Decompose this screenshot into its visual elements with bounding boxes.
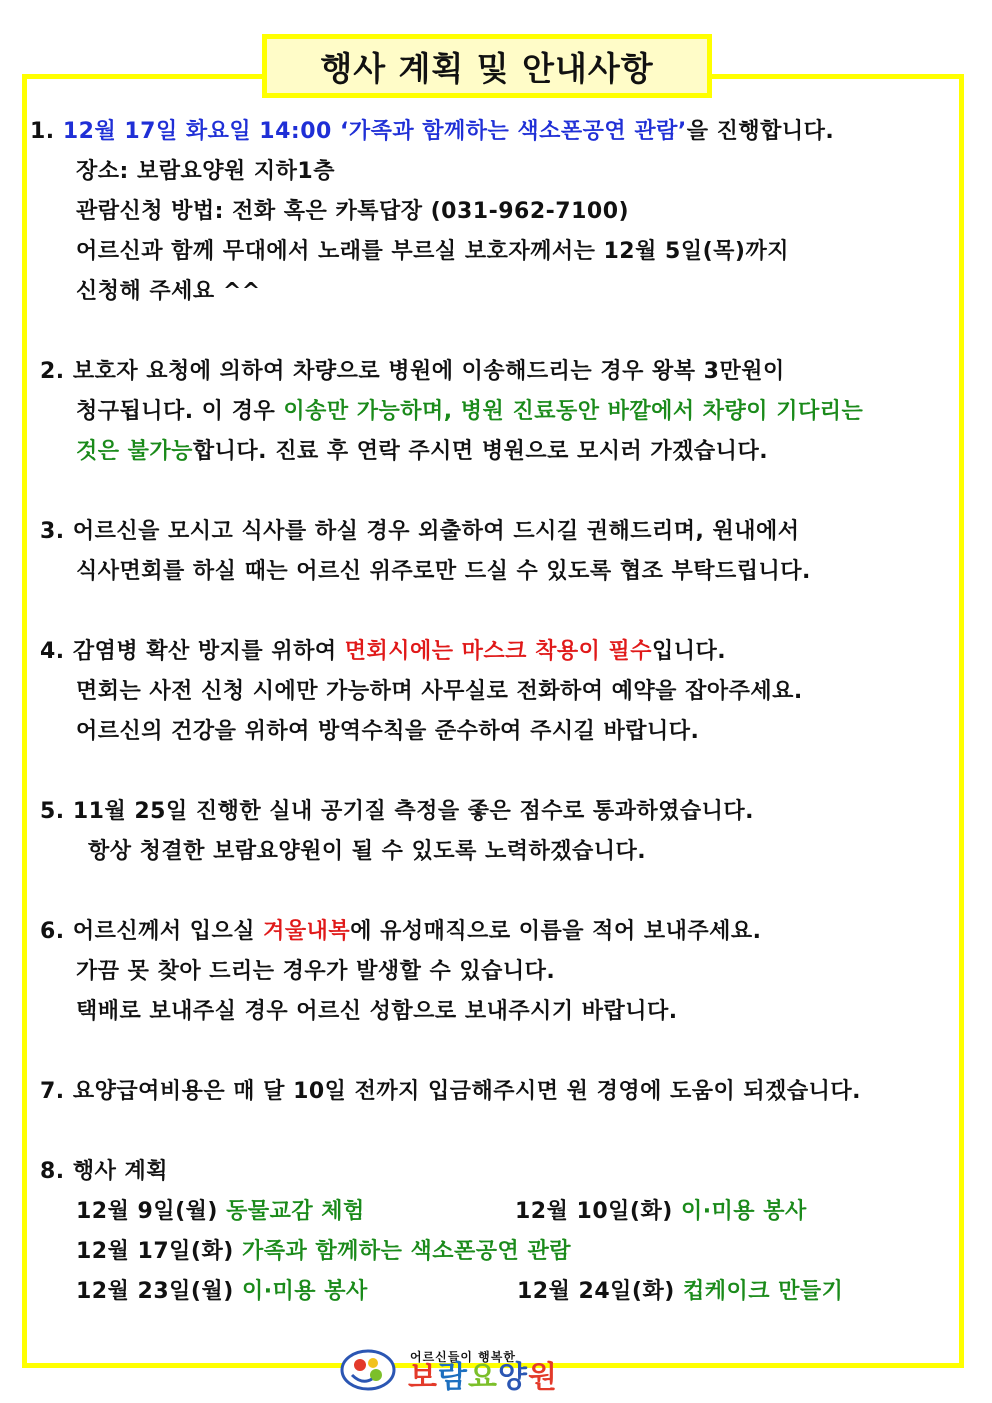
notice-text: 8. 행사 계획 (40, 1159, 168, 1184)
notice-line (76, 197, 629, 227)
notice-line (76, 277, 261, 307)
notice-line (40, 1157, 168, 1187)
page-title: 행사 계획 및 안내사항 (262, 34, 712, 98)
notice-text: 장소: 보람요양원 지하1층 (76, 159, 335, 184)
notice-line (40, 637, 726, 667)
notice-line (76, 397, 863, 427)
schedule-date: 12월 23일(월) (76, 1279, 234, 1304)
notice-text: 어르신의 건강을 위하여 방역수칙을 준수하여 주시길 바랍니다. (76, 719, 700, 744)
notice-line (76, 997, 678, 1027)
notice-text: 항상 청결한 보람요양원이 될 수 있도록 노력하겠습니다. (88, 839, 647, 864)
schedule-event: 가족과 함께하는 색소폰공연 관람 (241, 1239, 571, 1264)
logo-text (408, 1361, 558, 1395)
logo-char: 양 (497, 1360, 528, 1395)
schedule-item (515, 1197, 807, 1227)
schedule-event: 이·미용 봉사 (241, 1279, 368, 1304)
notice-line (76, 437, 768, 467)
schedule-date: 12월 17일(화) (76, 1239, 234, 1264)
notice-line (76, 237, 789, 267)
schedule-event: 컵케이크 만들기 (682, 1279, 844, 1304)
notice-line (40, 517, 800, 547)
notice-line (76, 957, 555, 987)
logo-emblem-icon (340, 1349, 396, 1391)
notice-text: 입니다. (652, 639, 727, 664)
notice-text: 청구됩니다. 이 경우 (76, 399, 284, 424)
notice-text: 합니다. 진료 후 연락 주시면 병원으로 모시러 가겠습니다. (192, 439, 769, 464)
notice-text: 4. 감염병 확산 방지를 위하여 (40, 639, 345, 664)
notice-text: 것은 불가능 (76, 439, 193, 464)
footer-logo (340, 1345, 640, 1395)
notice-text: 을 진행합니다. (686, 119, 835, 144)
notice-line (40, 797, 754, 827)
logo-tagline: 어르신들이 행복한 (410, 1350, 516, 1364)
notice-text: 면회는 사전 신청 시에만 가능하며 사무실로 전화하여 예약을 잡아주세요. (76, 679, 803, 704)
notice-text: 면회시에는 마스크 착용이 필수 (344, 639, 652, 664)
notice-line (40, 917, 761, 947)
schedule-item (76, 1237, 571, 1267)
schedule-date: 12월 9일(월) (76, 1199, 218, 1224)
notice-text: 2. 보호자 요청에 의하여 차량으로 병원에 이송해드리는 경우 왕복 3만원이 (40, 359, 785, 384)
notice-text: 이송만 가능하며, 병원 진료동안 바깥에서 차량이 기다리는 (283, 399, 864, 424)
schedule-item (517, 1277, 843, 1307)
notice-text: 5. 11월 25일 진행한 실내 공기질 측정을 좋은 점수로 통과하였습니다. (40, 799, 754, 824)
notice-line (88, 837, 646, 867)
notice-text: 겨울내복 (263, 919, 351, 944)
notice-text: 관람신청 방법: 전화 혹은 카톡답장 (031-962-7100) (76, 199, 630, 224)
notice-line (76, 677, 803, 707)
schedule-item (76, 1197, 365, 1227)
schedule-item (76, 1277, 368, 1307)
notice-text: 식사면회를 하실 때는 어르신 위주로만 드실 수 있도록 협조 부탁드립니다. (76, 559, 811, 584)
notice-line (76, 557, 811, 587)
schedule-date: 12월 10일(화) (515, 1199, 673, 1224)
notice-text: 어르신과 함께 무대에서 노래를 부르실 보호자께서는 12월 5일(목)까지 (76, 239, 789, 264)
notice-line (76, 157, 335, 187)
notice-text: 가끔 못 찾아 드리는 경우가 발생할 수 있습니다. (76, 959, 556, 984)
notice-text: 7. 요양급여비용은 매 달 10일 전까지 입금해주시면 원 경영에 도움이 되겠습니다. (40, 1079, 862, 1104)
schedule-date: 12월 24일(화) (517, 1279, 675, 1304)
notice-line (76, 717, 699, 747)
notice-line (40, 357, 785, 387)
notice-text: 1. (30, 119, 63, 144)
logo-char: 요 (467, 1360, 498, 1395)
notice-line (30, 117, 834, 147)
notice-text: 12월 17일 화요일 14:00 ‘가족과 함께하는 색소폰공연 관람’ (62, 119, 687, 144)
notice-text: 신청해 주세요 ^^ (76, 279, 261, 304)
notice-line (40, 1077, 861, 1107)
notice-text: 6. 어르신께서 입으실 (40, 919, 264, 944)
logo-char: 보 (408, 1360, 438, 1395)
logo-char: 원 (527, 1360, 558, 1395)
notice-text: 에 유성매직으로 이름을 적어 보내주세요. (350, 919, 762, 944)
notice-text: 택배로 보내주실 경우 어르신 성함으로 보내주시기 바랍니다. (76, 999, 678, 1024)
schedule-event: 동물교감 체험 (226, 1199, 365, 1224)
schedule-event: 이·미용 봉사 (680, 1199, 807, 1224)
notice-text: 3. 어르신을 모시고 식사를 하실 경우 외출하여 드시길 권해드리며, 원내에서 (40, 519, 800, 544)
logo-char: 람 (437, 1360, 468, 1395)
